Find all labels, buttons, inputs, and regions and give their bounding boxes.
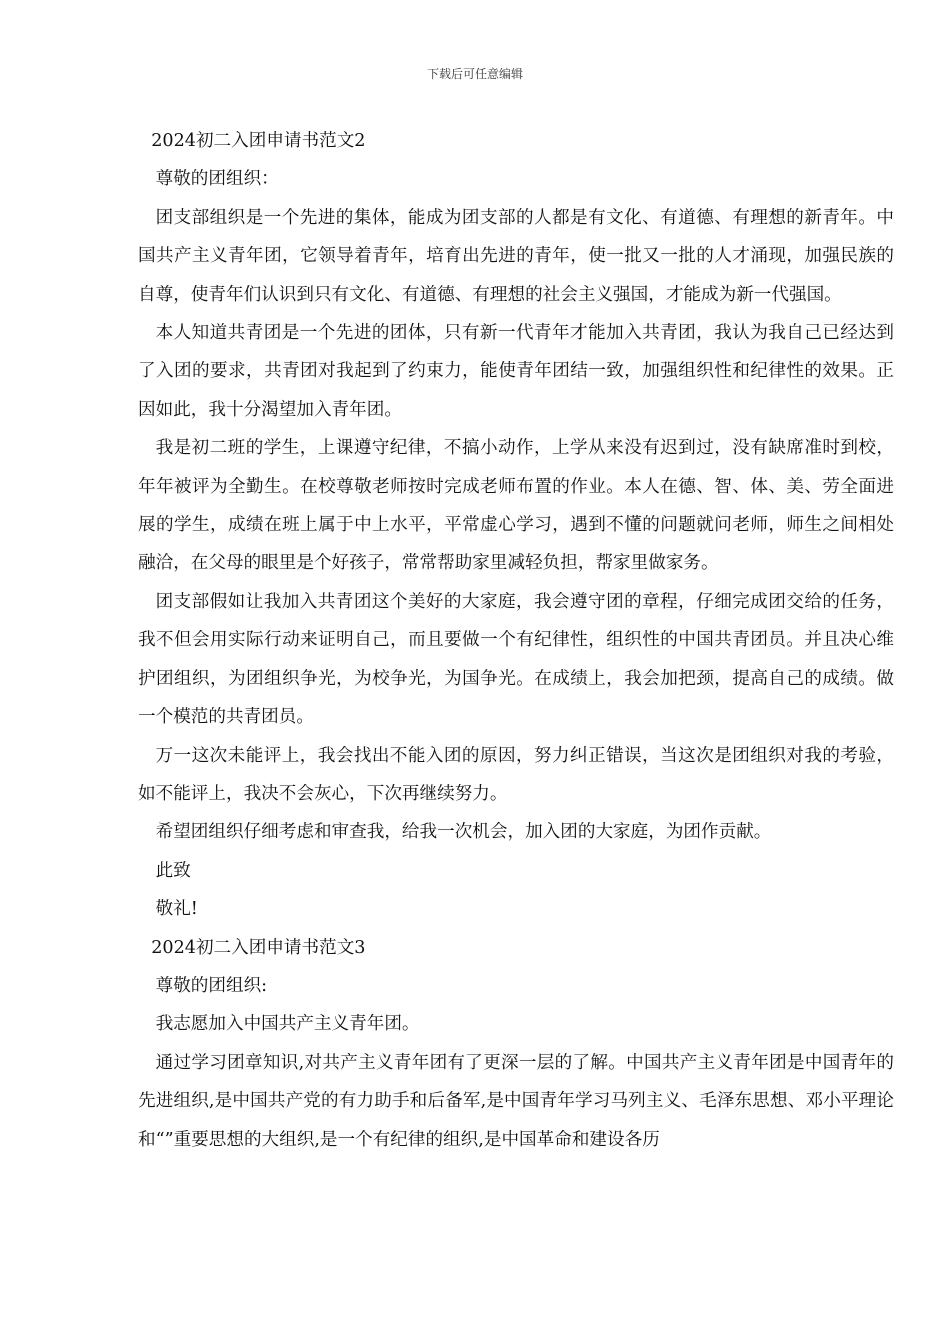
paragraph: 我是初二班的学生，上课遵守纪律，不搞小动作，上学从来没有迟到过，没有缺席准时到校，年年被评为全勤生。在校尊敬老师按时完成老师布置的作业。本人在德、智、体、美、劳全面进展的学生，成绩在班上属于中上水平，平常虚心学习，遇到不懂的问题就问老师，师生之间相处融洽，在父母的眼里是个好孩子，常常帮助家里减轻负担，帮家里做家务。 <box>138 438 894 574</box>
paragraph: 我志愿加入中国共产主义青年团。 <box>155 1014 420 1035</box>
paragraph: 团支部假如让我加入共青团这个美好的大家庭，我会遵守团的章程，仔细完成团交给的任务，我不但会用实际行动来证明自己，而且要做一个有纪律性，组织性的中国共青团员。并且决心维护团组织，为团组织争光，为校争光，为国争光。在成绩上，我会加把颈，提高自己的成绩。做一个模范的共青团员。 <box>138 591 894 728</box>
paragraph: 团支部组织是一个先进的集体，能成为团支部的人都是有文化、有道德、有理想的新青年。中国共产主义青年团，它领导着青年，培育出先进的青年，使一批又一批的人才涌现，加强民族的自尊，使青年们认识到只有文化、有道德、有理想的社会主义强国，才能成为新一代强国。 <box>138 207 894 305</box>
document-body <box>138 122 894 1159</box>
closing-jingli: 敬礼! <box>155 899 198 920</box>
salutation: 尊敬的团组织： <box>155 169 279 190</box>
closing-cizhi: 此致 <box>155 860 191 881</box>
paragraph: 通过学习团章知识,对共产主义青年团有了更深一层的了解。中国共产主义青年团是中国青年的先进组织,是中国共产党的有力助手和后备军,是中国青年学习马列主义、毛泽东思想、邓小平理论和“”重要思想的大组织,是一个有纪律的组织,是中国革命和建设各历 <box>138 1052 894 1150</box>
paragraph: 本人知道共青团是一个先进的团体，只有新一代青年才能加入共青团，我认为我自己已经达到了入团的要求，共青团对我起到了约束力，能使青年团结一致，加强组织性和纪律性的效果。正因如此，我十分渴望加入青年团。 <box>138 323 894 420</box>
section-title-2: 2024初二入团申请书范文2 <box>151 131 366 151</box>
paragraph: 希望团组织仔细考虑和审查我，给我一次机会，加入团的大家庭，为团作贡献。 <box>155 822 772 843</box>
paragraph: 万一这次未能评上，我会找出不能入团的原因，努力纠正错误，当这次是团组织对我的考验，如不能评上，我决不会灰心，下次再继续努力。 <box>138 745 894 804</box>
header-note: 下载后可任意编辑 <box>426 67 523 81</box>
salutation: 尊敬的团组织: <box>155 975 268 996</box>
section-title-3: 2024初二入团申请书范文3 <box>151 937 366 958</box>
